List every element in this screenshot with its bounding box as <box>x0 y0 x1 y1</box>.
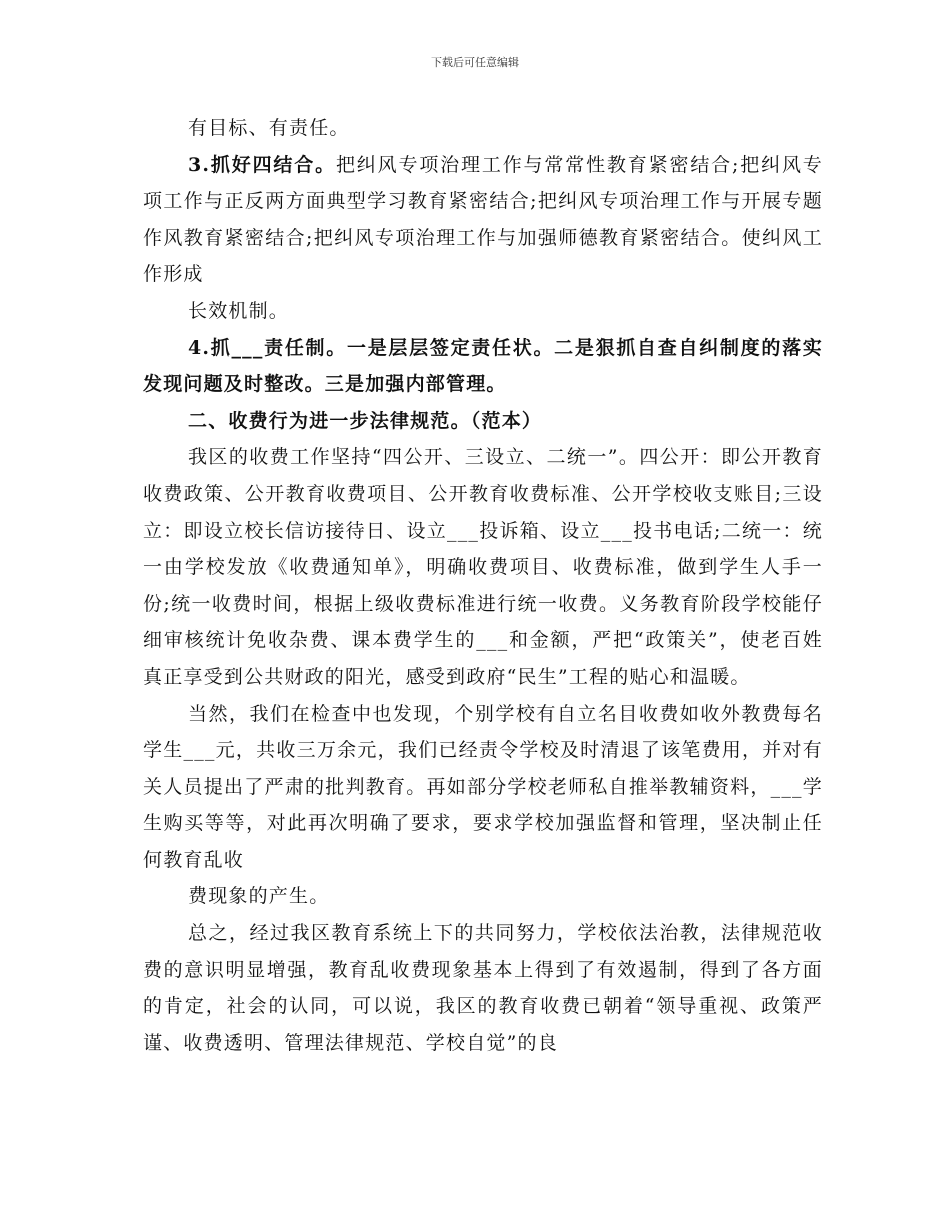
paragraph-6: 我区的收费工作坚持“四公开、三设立、二统一”。四公开：即公开教育收费政策、公开教育收费项目、公开教育收费标准、公开学校收支账目;三设立：即设立校长信访接待日、设立___投诉箱、设立___投书电话;二统一：统一由学校发放《收费通知单》，明确收费项目、收费标准，做到学生人手一份;统一收费时间，根据上级收费标准进行统一收费。义务教育阶段学校能仔细审核统计免收杂费、课本费学生的___和金额，严把“政策关”，使老百姓真正享受到公共财政的阳光，感受到政府“民生”工程的贴心和温暖。 <box>143 446 823 688</box>
paragraph-3: 长效机制。 <box>188 299 290 322</box>
document-body <box>143 110 823 1061</box>
page-header: 下载后可任意编辑 <box>431 56 519 69</box>
section-heading: 二、收费行为进一步法律规范。（范本） <box>188 409 543 432</box>
paragraph-4: 4.抓___责任制。一是层层签定责任状。二是狠抓自查自纠制度的落实发现问题及时整改。三是加强内部管理。 <box>143 336 823 396</box>
paragraph-8: 费现象的产生。 <box>188 885 330 908</box>
paragraph-9: 总之，经过我区教育系统上下的共同努力，学校依法治教，法律规范收费的意识明显增强，教育乱收费现象基本上得到了有效遏制，得到了各方面的肯定，社会的认同，可以说，我区的教育收费已朝着“领导重视、政策严谨、收费透明、管理法律规范、学校自觉”的良 <box>143 922 823 1054</box>
paragraph-7: 当然，我们在检查中也发现，个别学校有自立名目收费如收外教费每名学生___元，共收三万余元，我们已经责令学校及时清退了该笔费用，并对有关人员提出了严肃的批判教育。再如部分学校老师私自推举教辅资料，___学生购买等等，对此再次明确了要求，要求学校加强监督和管理，坚决制止任何教育乱收 <box>143 702 823 871</box>
paragraph-2-text: 把纠风专项治理工作与常常性教育紧密结合;把纠风专项工作与正反两方面典型学习教育紧密结合;把纠风专项治理工作与开展专题作风教育紧密结合;把纠风专项治理工作与加强师德教育紧密结合。使纠风工作形成 <box>143 153 823 286</box>
paragraph-2 <box>143 147 823 293</box>
paragraph-1: 有目标、有责任。 <box>188 117 350 139</box>
paragraph-2-lead: 3.抓好四结合。 <box>188 153 336 176</box>
